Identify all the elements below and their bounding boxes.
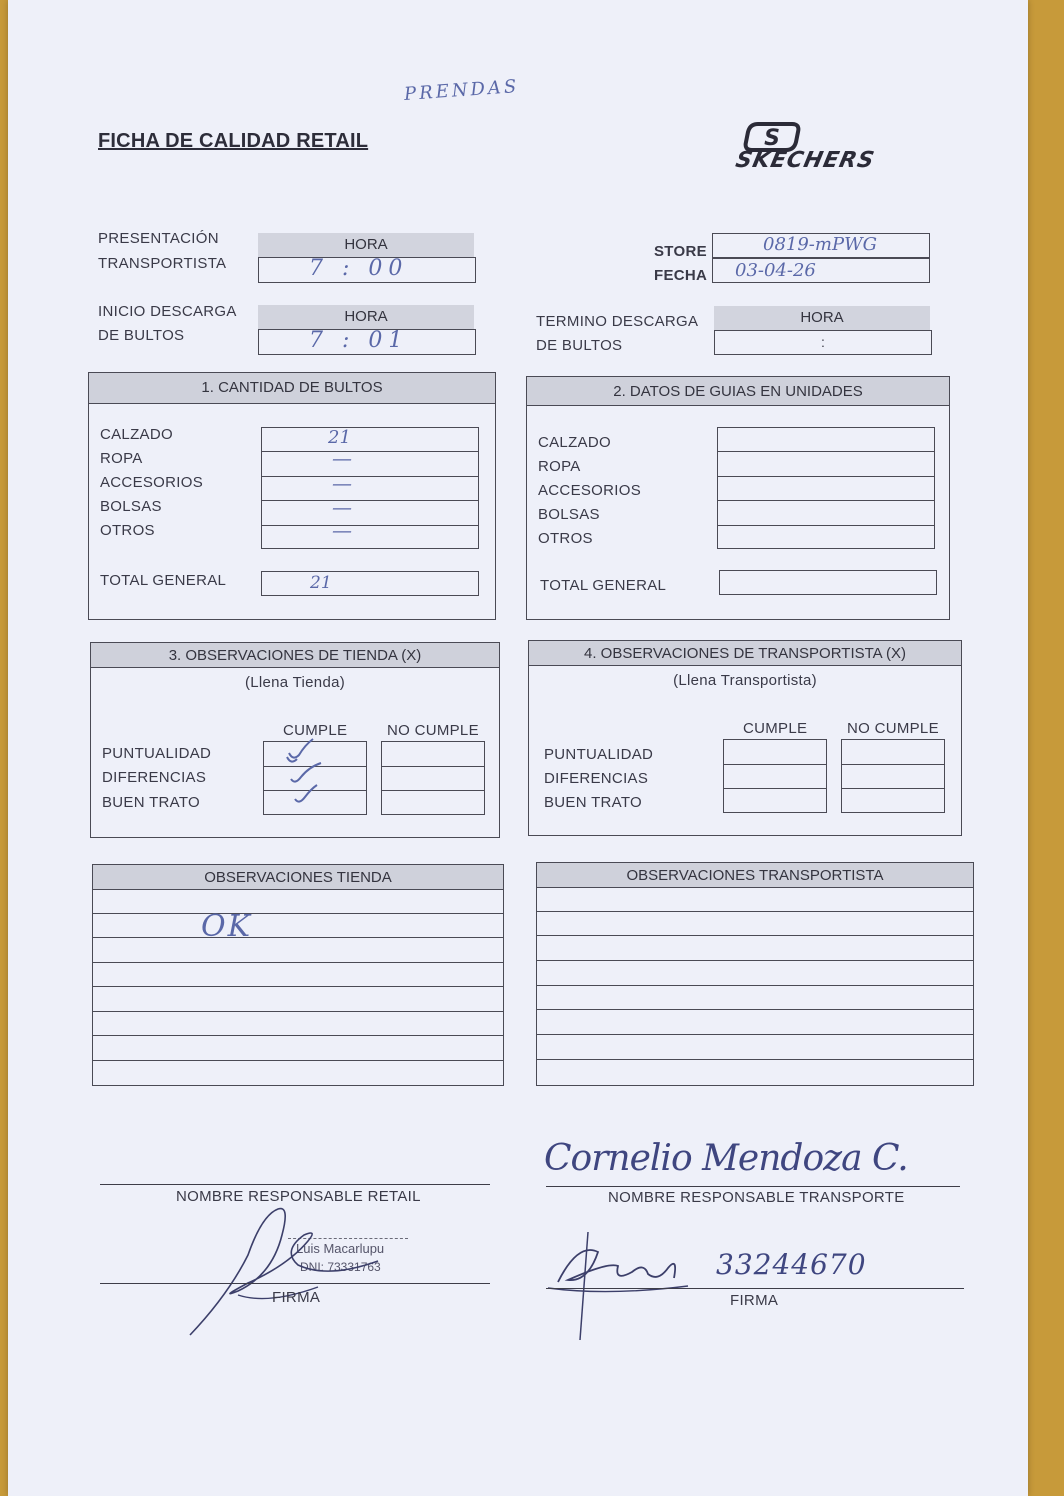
section3-cumple-header: CUMPLE [283,722,348,739]
section1-value-grid [261,427,479,549]
section1-value: — [332,446,352,471]
section3-row-label: DIFERENCIAS [102,769,207,786]
section4-no-cumple-grid [841,739,945,813]
obs-transportista-line[interactable] [536,887,974,912]
transporte-firma-number: 33244670 [716,1248,867,1281]
section2-row-label: ACCESORIOS [538,482,642,499]
termino-hora-value: : [821,334,825,350]
transporte-name-line[interactable] [546,1186,960,1187]
section4-title: 4. OBSERVACIONES DE TRANSPORTISTA (X) [529,641,961,666]
handwritten-annotation: PRENDAS [403,76,520,105]
observaciones-transportista-box [536,862,974,1086]
section1-value: — [332,517,352,542]
section-cantidad-bultos [88,372,496,620]
section2-value-cell[interactable] [718,428,934,452]
obs-tienda-lines [92,889,504,1085]
retail-name-line[interactable] [100,1184,490,1185]
section2-row-label: CALZADO [538,434,611,451]
page-title: FICHA DE CALIDAD RETAIL [98,130,369,152]
retail-name-label: NOMBRE RESPONSABLE RETAIL [176,1188,421,1205]
store-value: 0819-mPWG [763,234,877,255]
obs-tienda-line[interactable] [92,938,504,963]
section1-row-label: BOLSAS [100,498,162,515]
skechers-logo [728,120,918,180]
section4-cumple-checkbox[interactable] [724,740,826,765]
section3-no-cumple-checkbox[interactable] [382,742,484,767]
section4-row-label: PUNTUALIDAD [544,746,654,763]
section-observaciones-tienda-x [90,642,500,838]
section4-cumple-header: CUMPLE [743,720,808,737]
section-observaciones-transportista-x [528,640,962,836]
transporte-name-label: NOMBRE RESPONSABLE TRANSPORTE [608,1189,905,1206]
obs-transportista-line[interactable] [536,1010,974,1035]
presentacion-label-1: PRESENTACIÓN [98,230,219,247]
transporte-firma-line[interactable] [546,1288,964,1289]
obs-tienda-note: OK [201,909,253,944]
fecha-value: 03-04-26 [735,260,816,281]
obs-transportista-line[interactable] [536,1035,974,1060]
obs-tienda-line[interactable] [92,914,504,939]
retail-firma-line[interactable] [100,1283,490,1284]
inicio-hora-value: 7 : 01 [309,328,409,353]
obs-transportista-line[interactable] [536,986,974,1011]
section4-no-cumple-header: NO CUMPLE [847,720,939,737]
section4-no-cumple-checkbox[interactable] [842,765,944,790]
obs-tienda-line[interactable] [92,1036,504,1061]
section1-row-label: CALZADO [100,426,173,443]
section1-title: 1. CANTIDAD DE BULTOS [89,373,495,404]
store-label: STORE [654,243,707,260]
section4-no-cumple-checkbox[interactable] [842,740,944,765]
section1-value: — [332,495,352,520]
obs-transportista-line[interactable] [536,912,974,937]
transporte-name-value: Cornelio Mendoza C. [544,1138,908,1179]
section3-subtitle: (Llena Tienda) [244,674,346,691]
obs-transportista-line[interactable] [536,1060,974,1085]
inicio-label-1: INICIO DESCARGA [98,303,237,320]
store-field[interactable] [712,233,930,258]
fecha-field[interactable] [712,258,930,283]
brand-name: SKECHERS [733,148,877,173]
section4-row-label: BUEN TRATO [544,794,643,811]
retail-stamp-name: Luis Macarlupu [296,1241,385,1256]
section1-total-field[interactable] [261,571,479,596]
section1-value-cell[interactable] [262,446,478,476]
section2-value-cell[interactable] [718,526,934,550]
section1-value-cell[interactable] [262,428,478,452]
section2-value-grid [717,427,935,549]
obs-tienda-line[interactable] [92,889,504,914]
presentacion-hora-field[interactable] [258,257,476,283]
termino-hora-field[interactable] [714,330,932,355]
obs-tienda-line[interactable] [92,987,504,1012]
fecha-label: FECHA [654,267,708,284]
section2-value-cell[interactable] [718,477,934,501]
observaciones-tienda-box [92,864,504,1086]
section1-total-value: 21 [310,573,332,593]
svg-text:S: S [764,126,780,151]
section1-row-label: ROPA [100,450,143,467]
obs-transportista-title: OBSERVACIONES TRANSPORTISTA [537,863,973,888]
section2-row-label: ROPA [538,458,581,475]
obs-tienda-line[interactable] [92,963,504,988]
presentacion-hora-header: HORA [258,233,474,257]
section3-row-label: BUEN TRATO [102,794,201,811]
section3-no-cumple-checkbox[interactable] [382,767,484,792]
obs-tienda-line[interactable] [92,1012,504,1037]
obs-transportista-line[interactable] [536,961,974,986]
form-sheet [8,0,1028,1496]
section3-row-label: PUNTUALIDAD [102,745,212,762]
section3-no-cumple-header: NO CUMPLE [387,722,479,739]
transporte-firma-label: FIRMA [730,1292,779,1309]
transporte-signature-icon [548,1222,698,1352]
section2-row-label: OTROS [538,530,593,547]
section1-value: — [332,470,352,495]
obs-tienda-title: OBSERVACIONES TIENDA [93,865,503,890]
presentacion-label-2: TRANSPORTISTA [98,255,227,272]
section3-no-cumple-grid [381,741,485,815]
section-datos-guias [526,376,950,620]
section4-cumple-checkbox[interactable] [724,789,826,814]
section4-row-label: DIFERENCIAS [544,770,649,787]
termino-label-2: DE BULTOS [536,337,623,354]
section4-no-cumple-checkbox[interactable] [842,789,944,814]
obs-transportista-line[interactable] [536,936,974,961]
section1-value-cell[interactable] [262,495,478,525]
section1-row-label: OTROS [100,522,155,539]
termino-label-1: TERMINO DESCARGA [536,313,699,330]
section2-row-label: BOLSAS [538,506,600,523]
termino-hora-header: HORA [714,306,930,330]
section3-no-cumple-checkbox[interactable] [382,791,484,816]
obs-tienda-line[interactable] [92,1061,504,1086]
section1-value-cell[interactable] [262,517,478,550]
section4-cumple-grid [723,739,827,813]
section2-total-label: TOTAL GENERAL [540,577,667,594]
inicio-hora-field[interactable] [258,329,476,355]
section1-value-cell[interactable] [262,470,478,501]
section1-value: 21 [328,427,351,448]
obs-transportista-lines [536,887,974,1085]
section2-value-cell[interactable] [718,501,934,525]
presentacion-hora-value: 7 : 00 [309,256,409,281]
retail-stamp-dni: DNI: 73331763 [300,1260,381,1274]
section4-cumple-checkbox[interactable] [724,765,826,790]
retail-signature-icon [178,1195,438,1355]
handwritten-check-marks-icon [283,735,363,815]
section1-row-label: ACCESORIOS [100,474,204,491]
section1-total-label: TOTAL GENERAL [100,572,227,589]
retail-firma-label: FIRMA [272,1289,321,1306]
inicio-label-2: DE BULTOS [98,327,185,344]
section4-subtitle: (Llena Transportista) [673,672,817,689]
section3-title: 3. OBSERVACIONES DE TIENDA (X) [91,643,499,668]
section2-total-field[interactable] [719,570,937,595]
section2-title: 2. DATOS DE GUIAS EN UNIDADES [527,377,949,406]
section2-value-cell[interactable] [718,452,934,476]
inicio-hora-header: HORA [258,305,474,329]
